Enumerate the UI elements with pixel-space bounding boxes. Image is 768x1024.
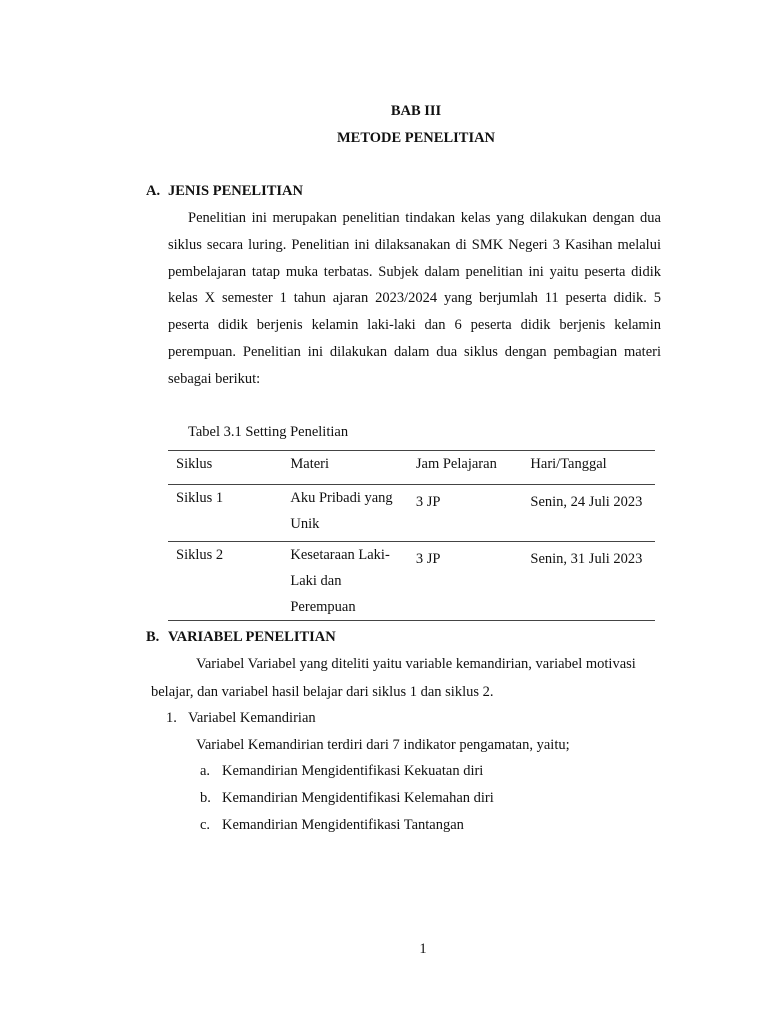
section-b-intro-line-1: Variabel Variabel yang diteliti yaitu variable kemandirian, variabel motivasi	[196, 656, 636, 672]
section-a-label: A.	[146, 183, 161, 199]
list-item-title: Variabel Kemandirian	[188, 710, 316, 726]
list-item-label: 1.	[166, 710, 177, 726]
section-a-text: Penelitian ini merupakan penelitian tindakan kelas yang dilakukan dengan dua siklus secara luring. Penelitian ini dilaksanakan di SMK Negeri 3 Kasihan melalui pembelajaran tatap muka terbatas. Subjek dalam penelitian ini yaitu peserta didik kelas X semester 1 tahun ajaran 2023/2024 yang berjumlah 11 peserta didik. 5 peserta didik berjenis kelamin laki-laki dan 6 peserta didik berjenis kelamin perempuan. Penelitian ini dilakukan dalam dua siklus dengan pembagian materi sebagai berikut:	[168, 210, 661, 387]
table-header-cell: Hari/Tanggal	[530, 456, 607, 472]
section-a-title: JENIS PENELITIAN	[168, 183, 303, 199]
list-item-description: Variabel Kemandirian terdiri dari 7 indikator pengamatan, yaitu;	[196, 737, 570, 753]
section-b-title: VARIABEL PENELITIAN	[168, 629, 336, 645]
sub-list-item-label: b.	[200, 790, 211, 806]
table-header-row	[168, 451, 655, 485]
table-cell: 3 JP	[415, 494, 441, 510]
sub-list-item-text: Kemandirian Mengidentifikasi Kelemahan diri	[222, 790, 494, 806]
table-header-cell: Materi	[290, 456, 330, 472]
section-b-intro-line-2: belajar, dan variabel hasil belajar dari siklus 1 dan siklus 2.	[151, 684, 494, 700]
table-caption: Tabel 3.1 Setting Penelitian	[188, 424, 349, 440]
chapter-number: BAB III	[390, 103, 442, 119]
table-cell: Siklus 1	[176, 490, 224, 506]
sub-list-item	[200, 763, 483, 780]
table-row	[168, 542, 655, 621]
sub-list-item-text: Kemandirian Mengidentifikasi Tantangan	[222, 817, 464, 833]
table-header-cell: Jam Pelajaran	[415, 456, 497, 472]
table-header-cell: Siklus	[176, 456, 213, 472]
table-cell: Senin, 31 Juli 2023	[530, 551, 643, 567]
list-item-1	[166, 710, 316, 727]
section-a-heading	[146, 183, 303, 200]
sub-list-item-label: a.	[200, 763, 211, 779]
section-a-paragraph	[168, 205, 661, 393]
table-cell: Kesetaraan Laki-Laki dan Perempuan	[290, 547, 390, 615]
sub-list-item	[200, 790, 494, 807]
table-cell: 3 JP	[415, 551, 441, 567]
table-cell: Aku Pribadi yang Unik	[290, 490, 393, 532]
table-row	[168, 485, 655, 542]
page-number: 1	[419, 941, 427, 957]
table-cell: Senin, 24 Juli 2023	[530, 494, 643, 510]
table-cell: Siklus 2	[176, 547, 224, 563]
sub-list-item	[200, 817, 464, 834]
setting-table	[168, 450, 655, 621]
section-b-label: B.	[146, 629, 160, 645]
section-b-heading	[146, 629, 336, 646]
sub-list-item-label: c.	[200, 817, 211, 833]
sub-list-item-text: Kemandirian Mengidentifikasi Kekuatan diri	[222, 763, 484, 779]
chapter-title: METODE PENELITIAN	[336, 130, 496, 146]
